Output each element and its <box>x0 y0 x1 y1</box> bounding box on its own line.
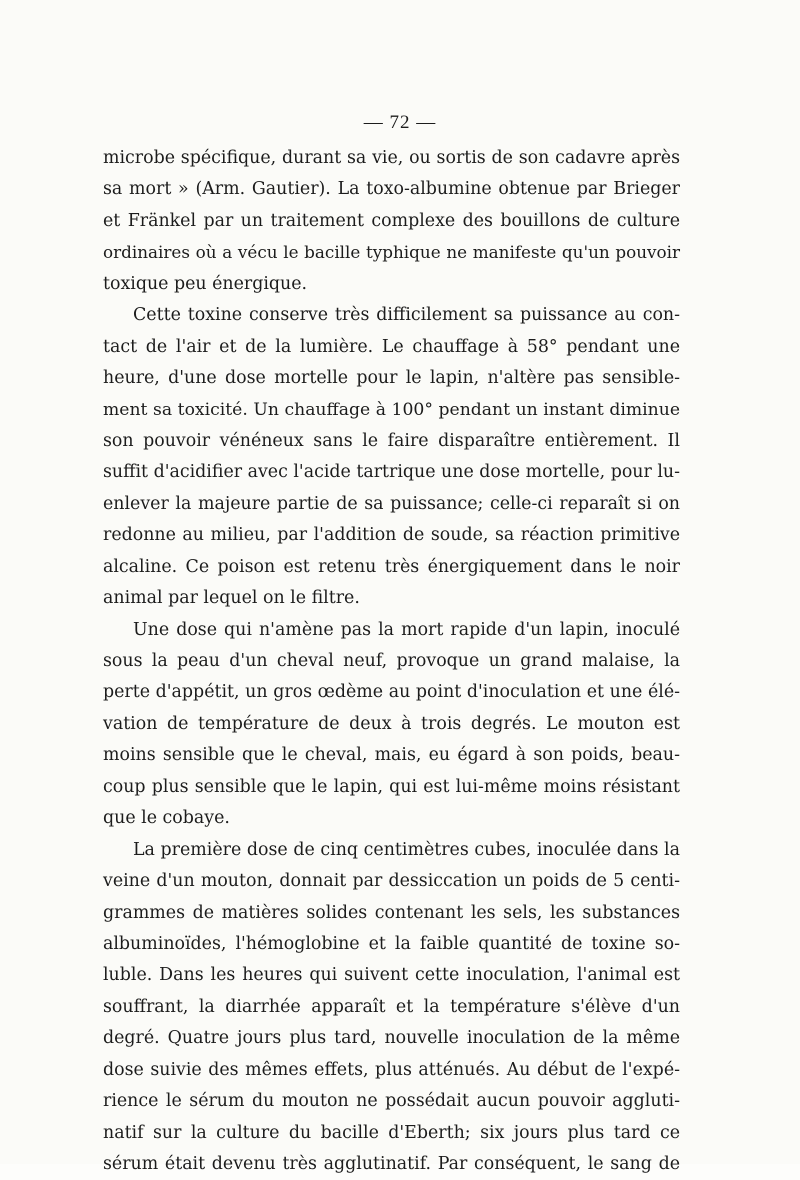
text-line: sous la peau d'un cheval neuf, provoque un grand malaise, la <box>103 651 680 671</box>
text-line: enlever la majeure partie de sa puissance; celle-ci reparaît si on <box>103 493 680 514</box>
text-line: alcaline. Ce poison est retenu très énergiquement dans le noir <box>103 556 680 577</box>
text-line: ordinaires où a vécu le bacille typhique ne manifeste qu'un pouvoir <box>103 242 680 263</box>
text-line: souffrant, la diarrhée apparaît et la température s'élève d'un <box>103 996 680 1017</box>
text-line: Une dose qui n'amène pas la mort rapide d'un lapin, inoculé <box>133 619 680 640</box>
text-line: sérum était devenu très agglutinatif. Par conséquent, le sang de <box>103 1154 680 1174</box>
text-line: Cette toxine conserve très difficilement sa puissance au con- <box>133 305 680 326</box>
text-line: grammes de matières solides contenant les sels, les substances <box>103 902 680 923</box>
text-line: animal par lequel on le filtre. <box>103 588 360 609</box>
text-line: natif sur la culture du bacille d'Eberth; six jours plus tard ce <box>103 1122 680 1143</box>
text-line: rience le sérum du mouton ne possédait aucun pouvoir aggluti- <box>103 1091 680 1112</box>
text-line: moins sensible que le cheval, mais, eu égard à son poids, beau- <box>103 745 680 766</box>
text-line: que le cobaye. <box>103 808 230 829</box>
text-line: toxique peu énergique. <box>103 273 308 294</box>
text-line: degré. Quatre jours plus tard, nouvelle inoculation de la même <box>103 1028 680 1049</box>
text-line: redonne au milieu, par l'addition de soude, sa réaction primitive <box>103 525 680 546</box>
text-line: luble. Dans les heures qui suivent cette inoculation, l'animal est <box>103 965 680 986</box>
text-line: son pouvoir vénéneux sans le faire disparaître entièrement. Il <box>103 430 680 451</box>
body-text <box>103 143 680 1180</box>
text-line: veine d'un mouton, donnait par dessiccation un poids de 5 centi- <box>103 871 680 892</box>
text-line: dose suivie des mêmes effets, plus atténués. Au début de l'expé- <box>103 1059 680 1080</box>
text-line: suffit d'acidifier avec l'acide tartrique une dose mortelle, pour lu- <box>103 462 680 483</box>
text-line: La première dose de cinq centimètres cubes, inoculée dans la <box>133 839 680 860</box>
text-line: sa mort » (Arm. Gautier). La toxo-albumine obtenue par Brieger <box>103 179 680 200</box>
page-number: — 72 — <box>363 112 437 133</box>
text-line: heure, d'une dose mortelle pour le lapin, n'altère pas sensible- <box>103 368 680 389</box>
text-line: ment sa toxicité. Un chauffage à 100° pendant un instant diminue <box>103 399 680 420</box>
text-line: microbe spécifique, durant sa vie, ou sortis de son cadavre après <box>103 148 680 168</box>
text-line: albuminoïdes, l'hémoglobine et la faible quantité de toxine so- <box>103 933 680 954</box>
text-line: tact de l'air et de la lumière. Le chauffage à 58° pendant une <box>103 336 680 357</box>
text-line: perte d'appétit, un gros œdème au point d'inoculation et une élé- <box>103 682 680 703</box>
text-line: vation de température de deux à trois degrés. Le mouton est <box>103 713 680 734</box>
text-line: coup plus sensible que le lapin, qui est lui-même moins résistant <box>103 776 680 797</box>
text-line: et Fränkel par un traitement complexe des bouillons de culture <box>103 210 680 231</box>
